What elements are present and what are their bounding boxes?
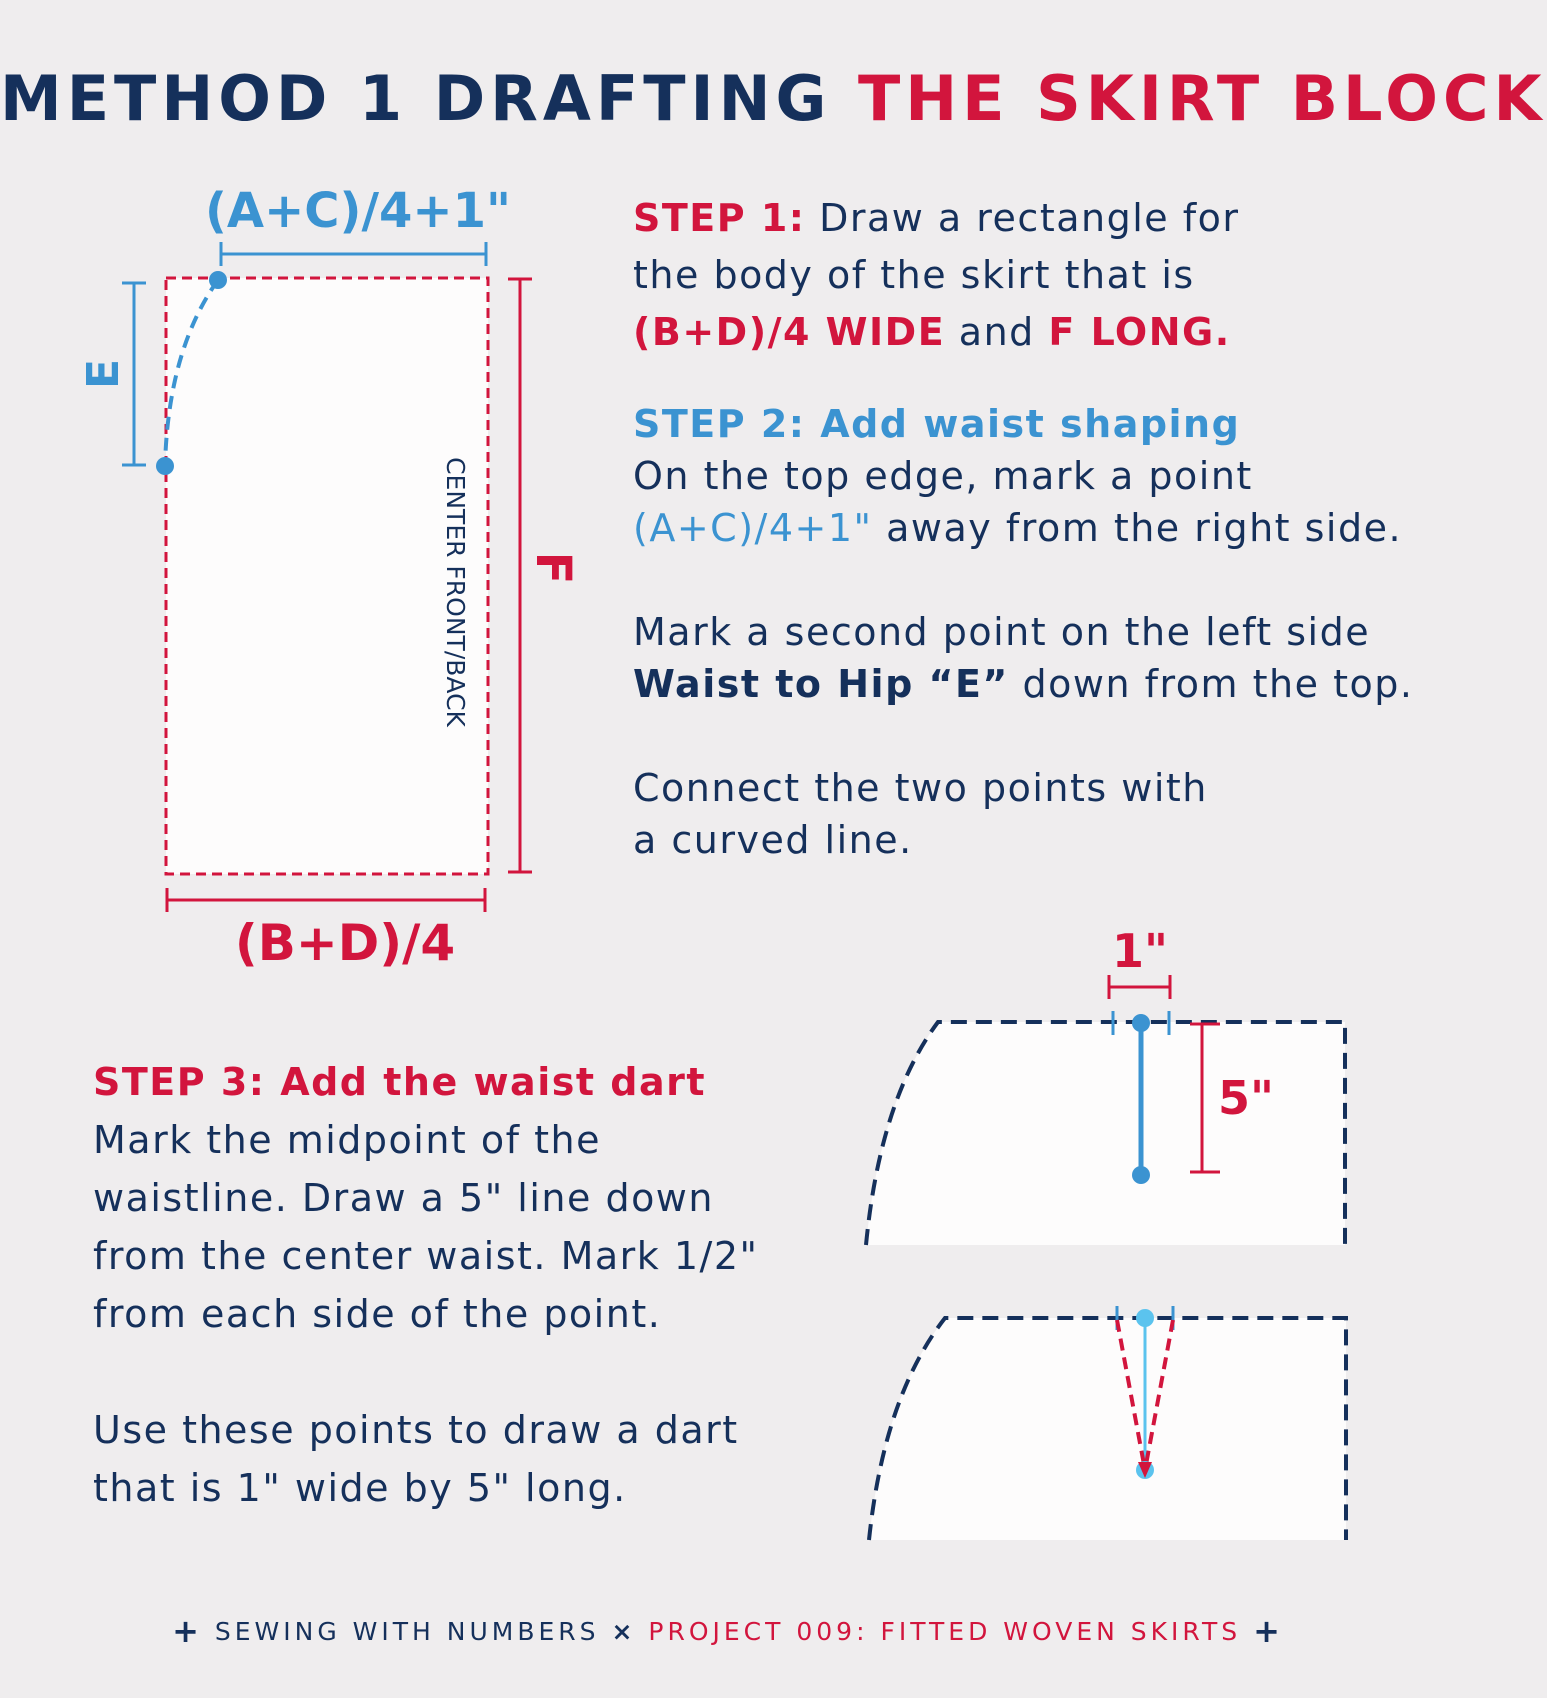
footer	[0, 1612, 1456, 1650]
steps-1-2-text	[633, 190, 1413, 866]
step-3-line-5: Use these points to draw a dart	[93, 1408, 739, 1452]
bottom-dimension-label: (B+D)/4	[234, 914, 456, 972]
footer-plus-left: +	[172, 1612, 203, 1650]
footer-times: ×	[611, 1617, 637, 1646]
step-2-formula: (A+C)/4+1"	[633, 506, 873, 550]
step-2-text-4: down from the top.	[1022, 662, 1414, 706]
step-3-text	[93, 1053, 758, 1517]
step-3-line-3: from the center waist. Mark 1/2"	[93, 1234, 759, 1278]
step-1-line-3	[633, 304, 1413, 361]
footer-plus-right: +	[1253, 1612, 1284, 1650]
step-2-text-2: away from the right side.	[886, 506, 1403, 550]
dart-panel-1	[866, 1022, 1345, 1245]
step-1-line-1	[633, 190, 1413, 247]
step-2-line-2	[633, 502, 1413, 554]
footer-left-text: SEWING WITH NUMBERS	[214, 1617, 600, 1646]
step-1-and: and	[958, 310, 1035, 354]
step-2-line-4	[633, 658, 1413, 710]
step-1-text-1: Draw a rectangle for	[819, 196, 1240, 240]
center-front-back-label: CENTER FRONT/BACK	[441, 457, 470, 727]
step-1-long: F LONG.	[1048, 310, 1231, 354]
dart-bottom-point	[1132, 1166, 1150, 1184]
step-3-line-4: from each side of the point.	[93, 1292, 662, 1336]
step-2-line-6: a curved line.	[633, 818, 913, 862]
step-1-line-2: the body of the skirt that is	[633, 253, 1195, 297]
hip-point-left	[156, 457, 174, 475]
one-inch-dimension-line	[1109, 975, 1170, 999]
top-dimension-label: (A+C)/4+1"	[204, 183, 512, 239]
one-inch-label: 1"	[1112, 924, 1168, 978]
footer-right-text: PROJECT 009: FITTED WOVEN SKIRTS	[648, 1617, 1242, 1646]
finished-dart-top-point	[1136, 1309, 1154, 1327]
step-2-line-3: Mark a second point on the left side	[633, 610, 1371, 654]
dart-top-point	[1132, 1014, 1150, 1032]
step-3-heading: STEP 3: Add the waist dart	[93, 1060, 706, 1104]
step-3-line-6: that is 1" wide by 5" long.	[93, 1466, 627, 1510]
left-dimension-label: E	[78, 358, 129, 390]
step-2-waist-to-hip: Waist to Hip “E”	[633, 662, 1009, 706]
step-3-line-2: waistline. Draw a 5" line down	[93, 1176, 714, 1220]
title-part-2: THE SKIRT BLOCK	[858, 62, 1547, 135]
five-inch-label: 5"	[1218, 1071, 1274, 1125]
skirt-rectangle	[166, 278, 488, 874]
waist-point-top	[209, 271, 227, 289]
step-2-line-5: Connect the two points with	[633, 766, 1208, 810]
title-part-1: METHOD 1 DRAFTING	[0, 62, 832, 135]
step-2-line-1: On the top edge, mark a point	[633, 454, 1253, 498]
dart-panel-2	[869, 1318, 1346, 1540]
step-1-wide: (B+D)/4 WIDE	[633, 310, 946, 354]
step-1-heading: STEP 1:	[633, 196, 806, 240]
bottom-dimension-line	[167, 888, 485, 912]
top-dimension-line	[221, 242, 486, 266]
step-2-heading: STEP 2: Add waist shaping	[633, 402, 1241, 446]
right-dimension-label: F	[525, 551, 581, 585]
step-3-line-1: Mark the midpoint of the	[93, 1118, 601, 1162]
